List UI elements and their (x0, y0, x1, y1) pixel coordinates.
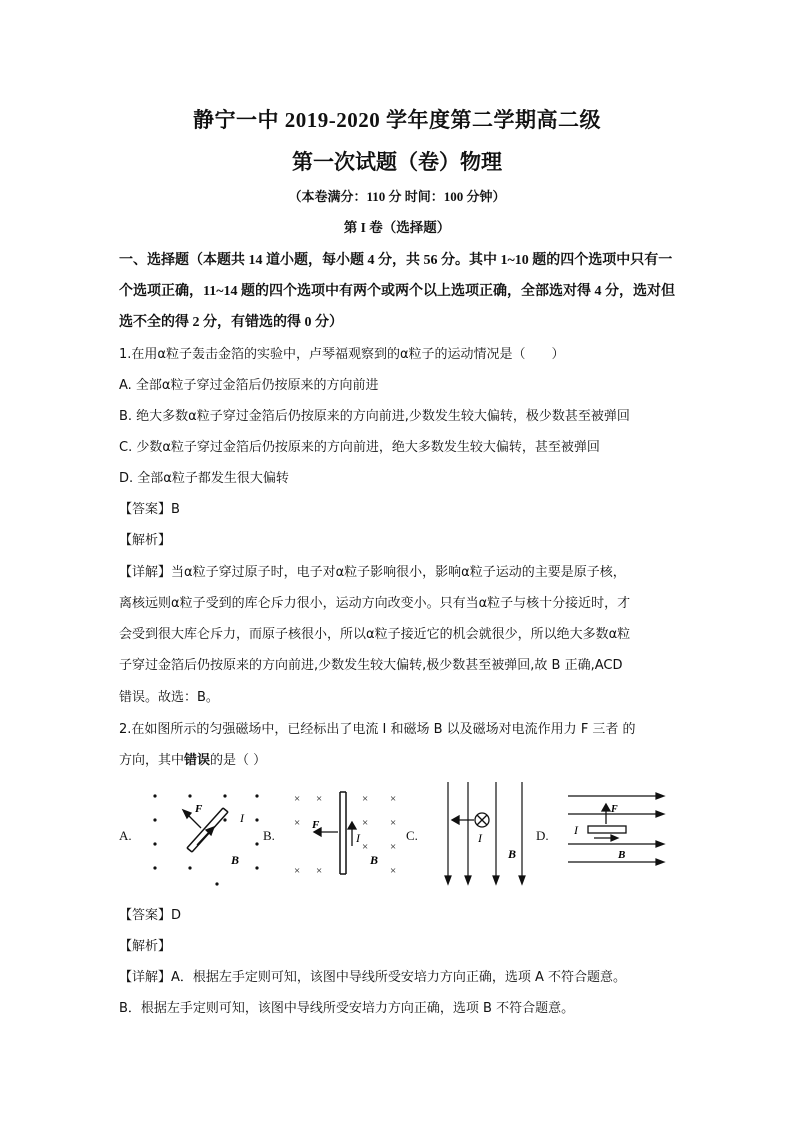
section-title: 第 I 卷（选择题） (343, 220, 451, 235)
q2-stem-emphasis: 错误 (184, 753, 211, 768)
q1-detail-line-1: 【详解】当α粒子穿过原子时，电子对α粒子影响很小，影响α粒子运动的主要是原子核， (119, 565, 626, 580)
q1-detail-line-4: 子穿过金箔后仍按原来的方向前进,少数发生较大偏转,极少数甚至被弹回,故 B 正确,ACD (119, 658, 623, 673)
svg-text:×: × (316, 865, 323, 877)
svg-text:×: × (316, 793, 323, 805)
q2-figure-d-label: D. (536, 828, 549, 843)
q2-figure-b-label: B. (263, 828, 275, 843)
svg-text:×: × (362, 817, 369, 829)
current-into-page-icon (475, 813, 489, 827)
force-label: F (312, 819, 320, 831)
current-arrow (594, 835, 618, 841)
field-label: B (231, 853, 240, 867)
svg-text:×: × (390, 817, 397, 829)
svg-text:×: × (390, 841, 397, 853)
field-crosses-in (294, 793, 396, 877)
field-label: B (508, 847, 517, 861)
horizontal-wire (588, 826, 626, 833)
svg-text:×: × (390, 865, 397, 877)
force-label: F (611, 804, 618, 815)
q2-figure-a (145, 788, 263, 888)
force-label: F (195, 803, 203, 815)
q1-option-d: D. 全部α粒子都发生很大偏转 (119, 471, 289, 486)
current-arrow (348, 822, 356, 846)
vertical-wire (340, 792, 346, 874)
q2-figure-c-label: C. (406, 828, 418, 843)
force-arrow (452, 816, 474, 824)
current-label: I (478, 831, 482, 845)
q1-stem: 1.在用α粒子轰击金箔的实验中，卢琴福观察到的α粒子的运动情况是（ ） (119, 347, 565, 362)
current-label: I (240, 811, 244, 825)
q1-detail-line-2: 离核远则α粒子受到的库仑斥力很小，运动方向改变小。只有当α粒子与核十分接近时，才 (119, 596, 631, 611)
q2-figure-a-label: A. (119, 828, 132, 843)
svg-text:×: × (294, 817, 301, 829)
svg-text:×: × (294, 865, 301, 877)
q2-detail-line-2: B．根据左手定则可知，该图中导线所受安培力方向正确，选项 B 不符合题意。 (119, 1001, 575, 1016)
field-label: B (370, 853, 379, 867)
q1-option-c: C. 少数α粒子穿过金箔后仍按原来的方向前进，绝大多数发生较大偏转，甚至被弹回 (119, 440, 600, 455)
q2-stem-text-c: 的是（ ） (210, 753, 267, 768)
svg-text:×: × (362, 793, 369, 805)
q1-answer: 【答案】B (119, 502, 180, 517)
q1-analysis-label: 【解析】 (119, 533, 172, 548)
field-label: B (618, 849, 626, 861)
svg-text:×: × (362, 841, 369, 853)
q2-detail-line-1: 【详解】A．根据左手定则可知，该图中导线所受安培力方向正确，选项 A 不符合题意。 (119, 970, 627, 985)
q1-option-b: B. 绝大多数α粒子穿过金箔后仍按原来的方向前进,少数发生较大偏转，极少数甚至被弹回 (119, 409, 630, 424)
field-dots-out (153, 794, 258, 885)
q2-stem-line-2 (119, 749, 266, 768)
q2-figure-c (436, 780, 536, 890)
instructions-line-1: 一、选择题（本题共 14 道小题，每小题 4 分，共 56 分。其中 1~10 题的四个选项中只有一 (119, 253, 673, 268)
q2-analysis-label: 【解析】 (119, 939, 172, 954)
current-arrow (197, 827, 214, 845)
svg-text:×: × (294, 793, 301, 805)
q1-detail-line-5: 错误。故选：B。 (119, 690, 219, 705)
instructions-line-2: 个选项正确，11~14 题的四个选项中有两个或两个以上选项正确，全部选对得 4 分，选对但 (119, 284, 676, 299)
exam-score-time: （本卷满分：110 分 时间：100 分钟） (288, 189, 506, 204)
svg-text:×: × (390, 793, 397, 805)
current-label: I (574, 823, 578, 837)
exam-title: 静宁一中 2019-2020 学年度第二学期高二级 (193, 108, 601, 132)
q2-figure-b (290, 788, 408, 888)
q2-figure-d (566, 790, 666, 876)
q2-stem-text-a: 方向，其中 (119, 753, 185, 768)
instructions-line-3: 选不全的得 2 分，有错选的得 0 分） (119, 315, 343, 330)
q1-detail-line-3: 会受到很大库仑斥力，而原子核很小，所以α粒子接近它的机会就很少，所以绝大多数α粒 (119, 627, 631, 642)
q2-answer: 【答案】D (119, 908, 182, 923)
q2-stem-line-1: 2.在如图所示的匀强磁场中，已经标出了电流 I 和磁场 B 以及磁场对电流作用力 F 三者 的 (119, 722, 636, 737)
current-label: I (356, 831, 360, 845)
q1-option-a: A. 全部α粒子穿过金箔后仍按原来的方向前进 (119, 378, 379, 393)
exam-subject-title: 第一次试题（卷）物理 (292, 150, 502, 174)
field-lines-down (445, 782, 525, 884)
